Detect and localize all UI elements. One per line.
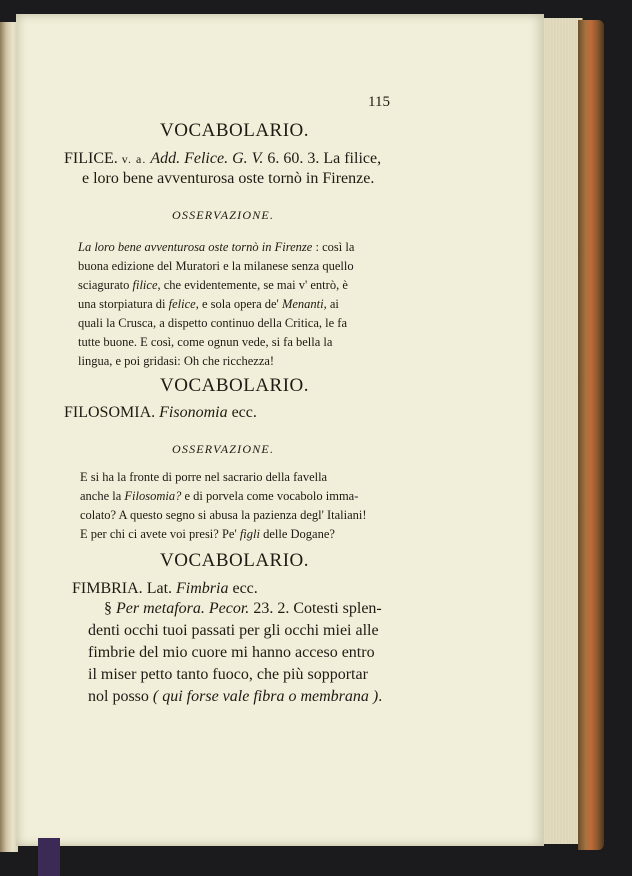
observation-line: buona edizione del Muratori e la milanese senza quello: [78, 259, 354, 273]
grammar-tag: v. a.: [121, 152, 147, 166]
paragraph-line: nol posso ( qui forse vale fibra o membrana ).: [88, 688, 383, 705]
section-heading: VOCABOLARIO.: [160, 550, 310, 571]
citation-source: Add. Felice. G. V.: [150, 150, 264, 167]
headword: FIMBRIA.: [72, 580, 143, 597]
headword: FILICE.: [64, 150, 118, 167]
entry-headword-line: FIMBRIA. Lat. Fimbria ecc.: [72, 580, 258, 597]
citation-text: 6. 60. 3. La filice,: [267, 150, 382, 167]
observation-title: OSSERVAZIONE.: [172, 442, 275, 456]
book-cover-spine: [578, 20, 604, 850]
page-number: 115: [368, 94, 390, 110]
observation-line: una storpiatura di felice, e sola opera de' Menanti, ai: [78, 297, 339, 311]
observation-line: colato? A questo segno si abusa la pazienza degl' Italiani!: [80, 508, 367, 522]
entry-text-line: e loro bene avventurosa oste tornò in Firenze.: [82, 170, 375, 187]
observation-line: anche la Filosomia? e di porvela come vocabolo imma-: [80, 489, 359, 503]
paragraph-line: il miser petto tanto fuoco, che più sopportar: [88, 666, 368, 683]
entry-headword-line: FILOSOMIA. Fisonomia ecc.: [64, 404, 257, 421]
observation-line: E si ha la fronte di porre nel sacrario della favella: [80, 470, 328, 484]
observation-title: OSSERVAZIONE.: [172, 208, 275, 222]
page-block-edges: [540, 18, 583, 844]
paragraph-line: denti occhi tuoi passati per gli occhi miei alle: [88, 622, 379, 639]
entry-headword-line: [64, 150, 381, 168]
observation-line: quali la Crusca, a dispetto continuo della Critica, le fa: [78, 316, 348, 330]
section-heading: VOCABOLARIO.: [160, 375, 310, 396]
observation-line: lingua, e poi gridasi: Oh che ricchezza!: [78, 354, 275, 368]
observation-line: sciagurato filice, che evidentemente, se mai v' entrò, è: [78, 278, 348, 292]
headword: FILOSOMIA.: [64, 404, 156, 421]
section-heading: VOCABOLARIO.: [160, 120, 310, 141]
bookmark-ribbon: [38, 838, 60, 876]
observation-line: tutte buone. E così, come ognun vede, si fa bella la: [78, 335, 333, 349]
observation-line: E per chi ci avete voi presi? Pe' figli delle Dogane?: [80, 527, 335, 541]
paragraph-line: fimbrie del mio cuore mi hanno acceso entro: [88, 644, 375, 661]
paragraph-line: § Per metafora. Pecor. 23. 2. Cotesti splen-: [104, 600, 382, 617]
observation-line: La loro bene avventurosa oste tornò in Firenze : così la: [78, 240, 355, 254]
